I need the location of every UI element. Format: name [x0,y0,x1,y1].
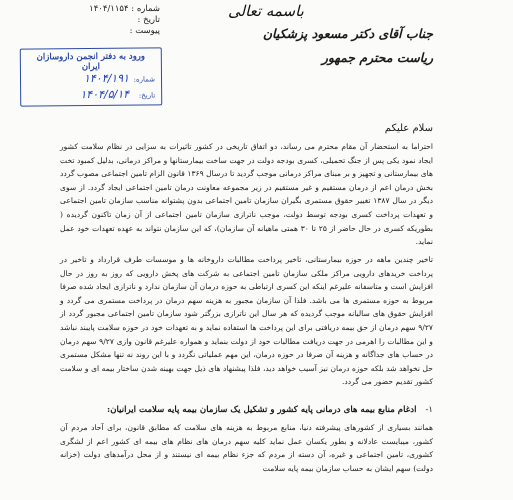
section-title: ادغام منابع بیمه های درمانی پایه کشور و تشکیل یک سازمان بیمه پایه سلامت ایرانیان: [107,405,417,415]
receipt-stamp [20,47,163,106]
basmala-calligraphy: باسمه تعالی [228,2,304,20]
letter-number-label: شماره : [131,4,160,14]
body-paragraph-1: احتراما به استحضار آن مقام محترم می رساند، دو اتفاق تاریخی در کشور تاثیرات به سزایی در نظام سلامت کشور ایجاد نمود یکی پس از جنگ تحمیلی، کسری بودجه دولت در جهت ساخت بیمارستانها و مراکز درمانی، بدلیل کمبود تخت های بیمارستانی و تجهیز و بر مبنای مراکز درمانی موجب گردید تا درسال ۱۳۶۹ قانون الزام تامین اجتماعی مصوب گردد بخش درمان اعم از درمان مستقیم و غیر مستقیم در زیر مجموعه معاونت درمان تامین اجتماعی ایجاد گردد. از سوی دیگر در سال ۱۳۸۷ تغییر حقوق مستمری بگیران سازمان تامین اجتماعی بدون پشتوانه مناسب سازمان تامین اجتماعی و تعهدات پرداخت کسری بودجه توسط دولت، موجب ناترازی سازمان تامین اجتماعی از آن زمان تاکنون گردیده ( بطوریکه کسری در حال حاضر از ۲۵ تا ۳۰ همتی ماهیانه آن سازمان)، که این سازمان نتواند به عهده تعهدات خود عمل نماید. [60,142,434,247]
stamp-date-label: تاریخ: [138,91,156,100]
stamp-title: ورود به دفتر انجمن داروسازان ایران [36,51,146,73]
stamp-number-value: ۱۴۰۴/۱۹۱ [83,71,130,86]
letter-number-row [10,4,160,15]
stamp-number-row [27,71,155,88]
stamp-date-value: ۱۴۰۴/۵/۱۴ [80,87,130,102]
letter-attachment-row [10,26,160,37]
stamp-date-row [27,87,155,104]
letter-attachment-label: پیوست : [129,26,160,36]
greeting: سلام علیکم [384,123,433,134]
recipient-block [263,22,433,70]
body-paragraph-2: تاخیر چندین ماهه در حوزه بیمارستانی، تاخیر پرداخت مطالبات داروخانه ها و موسسات طرف قرارداد و تاخیر در پرداخت خریدهای دارویی مراکز ملکی سازمان تامین اجتماعی به شرکت های پخش دارویی که روز به روز در حال افزایش است و متاسفانه علیرغم اینکه این کسری ارتباطی به حوزه درمان آن سازمان ندارد و ناترازی ایجاد شده صرفا مربوط به حوزه مستمری ها می باشد. فلذا آن سازمان مجبور به هزینه سهم درمان در پرداخت مستمری می گردد و افزایش حقوق های سالیانه موجب گردیده که هر سال این ناترازی بزرگتر شود سازمان تامین اجتماعی مجبور گردد از ۹/۲۷ سهم درمان از حق بیمه دریافتی برای این پرداخت ها استفاده نماید و به تعهدات خود در حوزه سلامت پایبند نباشد و این مطالبات را اهرمی در جهت دریافت مطالبات خود از دولت بنماید و همواره علیرغم قانون وازی ۹/۲۷ سهم درمان در حساب های جداگانه و هزینه آن صرفا در حوزه درمان، این مهم عملیاتی نگردد و با این روند نه تنها مشکل مستمری حل نخواهد شد بلکه حوزه درمان نیز آسیب خواهد دید، فلذا پیشنهاد های ذیل جهت بهینه شدن ساختار بیمه ای و سلامت کشور تقدیم حضور می گردد. [60,255,433,387]
letter-number-value: ۱۴۰۴/۱۱۵۴ [89,4,129,14]
letter-meta [10,4,160,37]
recipient-name: جناب آقای دکتر مسعود پزشکیان [262,26,433,41]
letter-date-label: تاریخ : [137,15,160,25]
letter-date-row [10,15,160,26]
recipient-title: ریاست محترم جمهور [321,50,433,65]
stamp-number-label: شماره: [133,75,156,84]
section-heading [60,405,433,415]
section-number: ۱- [425,405,433,415]
section-paragraph: همانند بسیاری از کشورهای پیشرفته دنیا، منابع مربوط به هزینه های سلامت که مطابق قانون، برای آحاد مردم آن کشور، میبایست عادلانه و بطور یکسان عمل نماید کلیه سهم درمان های نظام های بیمه ای کشور اعم از لشگری کشوری، تامین اجتماعی و غیره، آن دسته از مردم که جزء نظام بیمه ای نیستند و از محل درآمدهای دولت (خزانه دولت) سهم ایشان به حساب سازمان بیمه پایه سلامت [60,423,433,473]
